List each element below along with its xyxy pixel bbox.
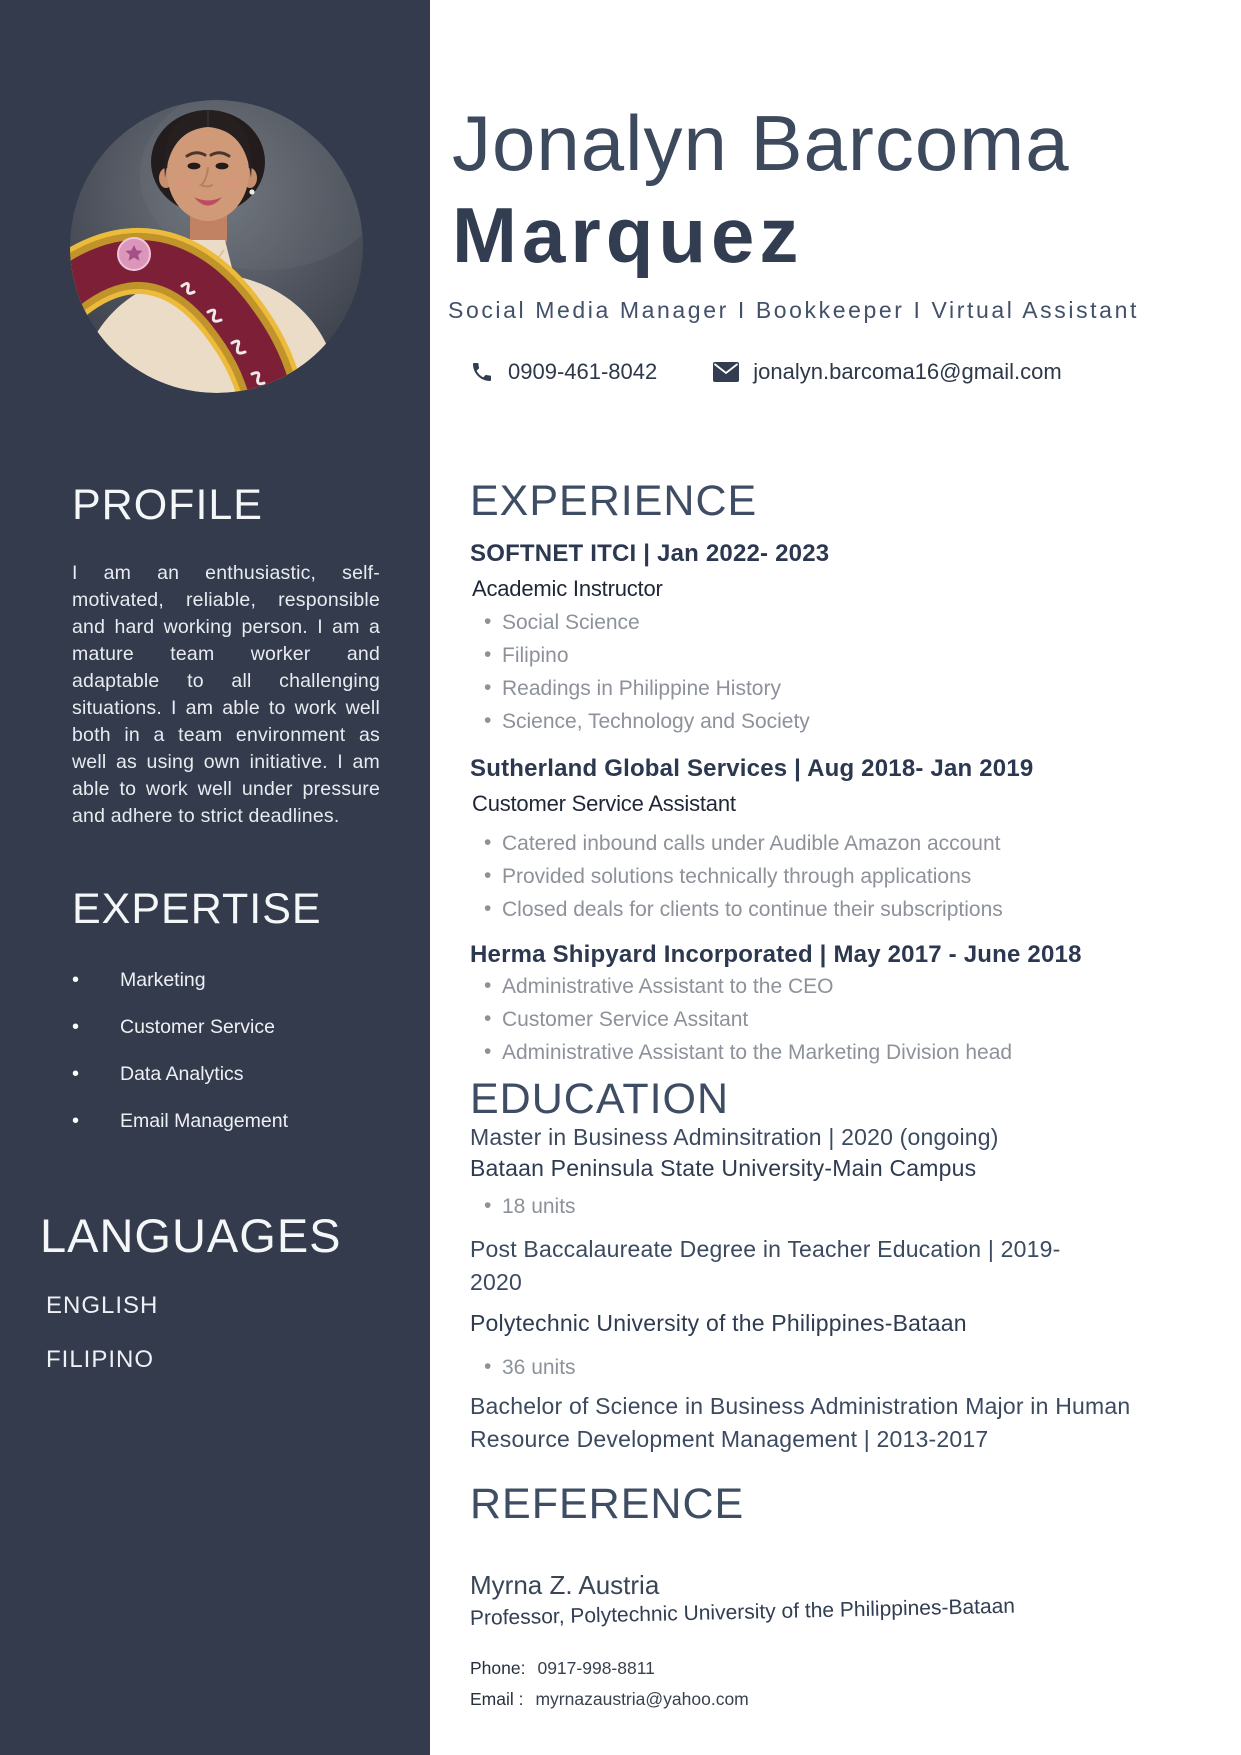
- job-heading: SOFTNET ITCI | Jan 2022- 2023: [470, 540, 830, 568]
- tagline: Social Media Manager I Bookkeeper I Virtual Assistant: [448, 297, 1139, 323]
- reference-name: Myrna Z. Austria: [470, 1570, 660, 1601]
- reference-email-label: Email :: [470, 1689, 524, 1710]
- reference-email-row: [470, 1689, 1203, 1710]
- reference-section-title: REFERENCE: [470, 1480, 745, 1529]
- job-role: Academic Instructor: [472, 576, 663, 602]
- language-item: ENGLISH: [46, 1292, 159, 1319]
- name-first-line: Jonalyn Barcoma: [452, 99, 1070, 187]
- portrait-illustration: [70, 100, 363, 393]
- job-heading: Sutherland Global Services | Aug 2018- Jan 2019: [470, 755, 1034, 783]
- education-bullet-list: [470, 1357, 1203, 1378]
- expertise-item: • Data Analytics: [72, 1062, 288, 1086]
- education-bullet-list: [470, 1196, 1203, 1217]
- job-bullet-list: [470, 833, 1203, 920]
- job-bullet: • Customer Service Assitant: [470, 1009, 1203, 1030]
- email-address: jonalyn.barcoma16@gmail.com: [753, 358, 1062, 384]
- job-bullet: • Catered inbound calls under Audible Amazon account: [470, 833, 1203, 854]
- job-bullet: • Social Science: [470, 612, 1203, 633]
- job-bullet-list: [470, 976, 1203, 1063]
- language-item: FILIPINO: [46, 1346, 155, 1373]
- education-degree: Master in Business Adminsitration | 2020 (ongoing): [470, 1124, 999, 1151]
- education-degree: Post Baccalaureate Degree in Teacher Education | 2019-2020: [470, 1236, 1061, 1296]
- name-last-line: Marquez: [452, 191, 804, 279]
- profile-photo: [70, 100, 363, 393]
- experience-section-title: EXPERIENCE: [470, 476, 758, 525]
- expertise-item: • Email Management: [72, 1109, 288, 1133]
- sidebar: [0, 0, 430, 1755]
- expertise-item: • Marketing: [72, 968, 288, 992]
- reference-phone-value: 0917-998-8811: [537, 1658, 655, 1679]
- languages-section-title: LANGUAGES: [40, 1209, 342, 1262]
- education-degree: Bachelor of Science in Business Administration Major in Human Resource Development Management | 2013-2017: [470, 1393, 1131, 1453]
- education-school: Polytechnic University of the Philippines-Bataan: [470, 1310, 967, 1337]
- job-bullet: • Administrative Assistant to the CEO: [470, 976, 1203, 997]
- phone-number: 0909-461-8042: [508, 358, 658, 384]
- email-icon: [713, 362, 739, 382]
- contact-row: [470, 359, 1203, 385]
- job-bullet: • Filipino: [470, 645, 1203, 666]
- job-role: Customer Service Assistant: [472, 791, 736, 817]
- reference-phone-row: [470, 1658, 1203, 1679]
- expertise-list: [72, 968, 288, 1156]
- expertise-section-title: EXPERTISE: [72, 885, 322, 933]
- education-bullet: • 36 units: [470, 1357, 1203, 1378]
- phone-icon: [470, 360, 494, 384]
- job-bullet: • Provided solutions technically through applications: [470, 866, 1203, 887]
- reference-email-value: myrnazaustria@yahoo.com: [535, 1689, 749, 1710]
- job-bullet: • Readings in Philippine History: [470, 678, 1203, 699]
- job-heading: Herma Shipyard Incorporated | May 2017 - June 2018: [470, 940, 1082, 968]
- profile-summary: I am an enthusiastic, self-motivated, reliable, responsible and hard working person. I am a mature team worker and adaptable to all challenging situations. I am able to work well both in a team environment as well as using own initiative. I am able to work well under pressure and adhere to strict deadlines.: [72, 562, 380, 827]
- job-bullet: • Science, Technology and Society: [470, 711, 1203, 732]
- job-bullet-list: [470, 612, 1203, 732]
- reference-position: Professor, Polytechnic University of the Philippines-Bataan: [469, 1594, 1016, 1630]
- main-column: [430, 0, 1241, 1755]
- education-school: Bataan Peninsula State University-Main Campus: [470, 1155, 977, 1182]
- reference-phone-label: Phone:: [470, 1658, 526, 1679]
- job-bullet: • Administrative Assistant to the Marketing Division head: [470, 1042, 1203, 1063]
- education-section-title: EDUCATION: [470, 1074, 730, 1123]
- profile-section-title: PROFILE: [72, 481, 263, 529]
- job-bullet: • Closed deals for clients to continue their subscriptions: [470, 899, 1203, 920]
- expertise-item: • Customer Service: [72, 1015, 288, 1039]
- education-bullet: • 18 units: [470, 1196, 1203, 1217]
